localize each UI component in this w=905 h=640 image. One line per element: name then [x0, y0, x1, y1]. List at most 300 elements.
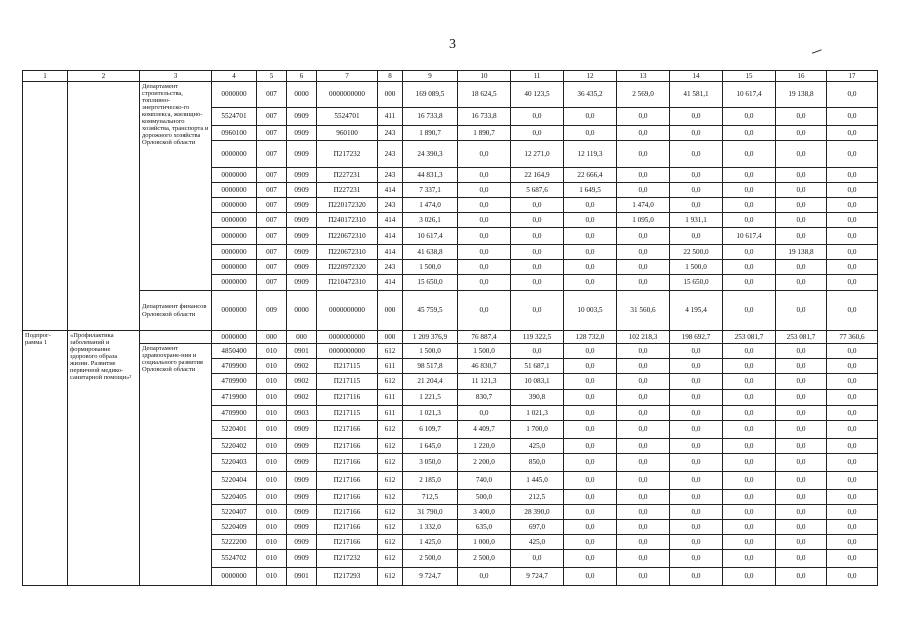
table-cell: 0,0 [670, 454, 723, 472]
table-cell: 41 581,1 [670, 82, 723, 108]
table-cell: 390,8 [511, 390, 564, 406]
table-cell: 31 790,0 [403, 505, 458, 520]
table-cell: 0,0 [723, 374, 776, 390]
table-cell: 425,0 [511, 439, 564, 454]
table-cell: 0903 [287, 406, 317, 421]
header-row [23, 71, 878, 82]
table-cell: 010 [257, 439, 287, 454]
table-cell: 0909 [287, 439, 317, 454]
table-cell: 010 [257, 359, 287, 374]
table-cell: 0,0 [776, 359, 827, 374]
table-cell: 0,0 [776, 439, 827, 454]
table-cell: 0909 [287, 141, 317, 168]
table-cell: 0,0 [776, 344, 827, 359]
table-cell: 0,0 [670, 374, 723, 390]
table-cell: 0,0 [670, 141, 723, 168]
table-cell: 1 890,7 [458, 126, 511, 141]
table-cell: 0,0 [617, 439, 670, 454]
table-cell: 0,0 [511, 126, 564, 141]
table-cell: 76 887,4 [458, 331, 511, 344]
table-cell: 98 517,8 [403, 359, 458, 374]
table-cell: 0,0 [670, 568, 723, 586]
table-cell: 0,0 [827, 359, 878, 374]
table-cell: 0909 [287, 213, 317, 228]
table-cell: 0909 [287, 505, 317, 520]
table-cell: П217166 [317, 505, 378, 520]
table-cell: 1 500,0 [403, 344, 458, 359]
table-cell: П217166 [317, 439, 378, 454]
table-cell: 1 649,5 [564, 183, 617, 198]
table-cell: 119 322,5 [511, 331, 564, 344]
table-cell: 4850400 [212, 344, 257, 359]
table-cell: 0,0 [723, 359, 776, 374]
table-cell: 0,0 [511, 198, 564, 213]
table-cell: 0,0 [617, 245, 670, 260]
table-cell: 0,0 [827, 406, 878, 421]
table-cell: 0,0 [776, 213, 827, 228]
table-cell: 740,0 [458, 472, 511, 490]
table-cell: 15 650,0 [670, 275, 723, 291]
table-cell: 0,0 [670, 108, 723, 126]
table-cell: 0,0 [458, 228, 511, 245]
table-cell: П217166 [317, 454, 378, 472]
table-cell: 612 [378, 550, 403, 568]
table-cell: 0,0 [458, 568, 511, 586]
budget-table [22, 70, 878, 586]
table-cell: П220172320 [317, 198, 378, 213]
table-cell: 0,0 [564, 472, 617, 490]
table-cell: 0,0 [617, 344, 670, 359]
table-cell: 1 445,0 [511, 472, 564, 490]
table-cell: 0901 [287, 568, 317, 586]
table-cell: 5220409 [212, 520, 257, 535]
table-cell: 000 [257, 331, 287, 344]
table-cell: 4709900 [212, 374, 257, 390]
table-cell: 960100 [317, 126, 378, 141]
header-cell: 12 [564, 71, 617, 82]
table-cell: 0,0 [776, 550, 827, 568]
table-cell: 28 390,0 [511, 505, 564, 520]
table-cell: 10 003,5 [564, 291, 617, 331]
table-cell: П240172310 [317, 213, 378, 228]
table-cell: 0909 [287, 198, 317, 213]
table-cell: 0000000 [212, 213, 257, 228]
table-cell: 0,0 [723, 126, 776, 141]
table-cell: 010 [257, 421, 287, 439]
header-cell: 1 [23, 71, 68, 82]
table-cell: 0,0 [723, 275, 776, 291]
table-cell: 253 081,7 [723, 331, 776, 344]
table-cell: 0000000 [212, 228, 257, 245]
table-cell: 0909 [287, 550, 317, 568]
table-cell: 0,0 [827, 439, 878, 454]
table-cell: 22 500,0 [670, 245, 723, 260]
table-cell: 0,0 [776, 374, 827, 390]
table-cell: 007 [257, 141, 287, 168]
table-cell: 0,0 [723, 213, 776, 228]
table-cell: 7 337,1 [403, 183, 458, 198]
table-cell: 0000 [287, 82, 317, 108]
table-cell: 0,0 [670, 228, 723, 245]
table-cell: П217166 [317, 535, 378, 550]
table-cell: 425,0 [511, 535, 564, 550]
table-cell: 0000000 [212, 275, 257, 291]
table-cell: 0,0 [617, 454, 670, 472]
table-cell: 0,0 [511, 291, 564, 331]
table-cell: 0000000 [212, 568, 257, 586]
table-cell: 169 089,5 [403, 82, 458, 108]
table-cell: 500,0 [458, 490, 511, 505]
table-cell: 611 [378, 359, 403, 374]
table-cell: 007 [257, 183, 287, 198]
table-cell: 0,0 [617, 520, 670, 535]
table-cell: 010 [257, 344, 287, 359]
table-cell: 41 638,8 [403, 245, 458, 260]
table-cell: 0,0 [564, 535, 617, 550]
table-cell: 1 209 376,9 [403, 331, 458, 344]
table-cell: 0,0 [723, 421, 776, 439]
table-cell: 0000000000 [317, 291, 378, 331]
table-cell: 0,0 [827, 390, 878, 406]
table-cell: 0,0 [776, 454, 827, 472]
table-cell: П217232 [317, 550, 378, 568]
table-cell: 18 624,5 [458, 82, 511, 108]
table-cell: 0,0 [723, 390, 776, 406]
table-cell: 0000000 [212, 260, 257, 275]
table-cell: П217115 [317, 359, 378, 374]
table-cell: 1 474,0 [617, 198, 670, 213]
table-cell: 0,0 [564, 505, 617, 520]
table-cell: П210472310 [317, 275, 378, 291]
table-cell: 5220402 [212, 439, 257, 454]
table-cell: 1 425,0 [403, 535, 458, 550]
table-cell: 411 [378, 108, 403, 126]
table-cell: 007 [257, 198, 287, 213]
table-cell: 0,0 [776, 108, 827, 126]
table-cell: 0,0 [458, 168, 511, 183]
dept-finance: Департамент финансов Орловской области [140, 291, 212, 331]
table-cell: 0909 [287, 535, 317, 550]
table-cell: 1 645,0 [403, 439, 458, 454]
table-cell: 0,0 [827, 291, 878, 331]
table-cell: 612 [378, 490, 403, 505]
table-cell: 0909 [287, 472, 317, 490]
table-cell: 3 026,1 [403, 213, 458, 228]
table-cell: 0,0 [617, 126, 670, 141]
table-cell: 0,0 [723, 406, 776, 421]
table-cell: 0,0 [670, 126, 723, 141]
table-cell: 010 [257, 505, 287, 520]
table-cell: 0,0 [564, 108, 617, 126]
table-cell: 243 [378, 198, 403, 213]
table-cell: 5220403 [212, 454, 257, 472]
table-cell: 9 724,7 [403, 568, 458, 586]
table-cell: 0,0 [564, 490, 617, 505]
table-cell: 0,0 [827, 82, 878, 108]
table-cell: 51 687,1 [511, 359, 564, 374]
table-cell: 22 666,4 [564, 168, 617, 183]
table-cell: 11 121,3 [458, 374, 511, 390]
cell-empty [140, 331, 212, 344]
table-cell: 635,0 [458, 520, 511, 535]
table-cell: 007 [257, 108, 287, 126]
table-cell: 5524702 [212, 550, 257, 568]
table-cell: 0,0 [617, 183, 670, 198]
table-cell: 0,0 [776, 228, 827, 245]
table-cell: 77 360,6 [827, 331, 878, 344]
table-cell: 0,0 [511, 213, 564, 228]
table-cell: 0,0 [723, 550, 776, 568]
header-cell: 4 [212, 71, 257, 82]
table-cell: 010 [257, 520, 287, 535]
table-cell: 0,0 [511, 550, 564, 568]
table-cell: 0909 [287, 228, 317, 245]
table-cell: 0,0 [723, 439, 776, 454]
table-cell: 5220401 [212, 421, 257, 439]
table-cell: 0,0 [564, 260, 617, 275]
table-cell: 0,0 [776, 390, 827, 406]
table-cell: 24 390,3 [403, 141, 458, 168]
table-cell: 36 435,2 [564, 82, 617, 108]
table-cell: 4709900 [212, 359, 257, 374]
table-cell: 198 692,7 [670, 331, 723, 344]
table-cell: 0,0 [458, 275, 511, 291]
table-cell: 414 [378, 183, 403, 198]
table-cell: 243 [378, 168, 403, 183]
table-cell: 4 195,4 [670, 291, 723, 331]
table-cell: П217232 [317, 141, 378, 168]
table-cell: 0909 [287, 454, 317, 472]
table-cell: 0,0 [564, 213, 617, 228]
table-cell: 10 617,4 [403, 228, 458, 245]
table-cell: 0909 [287, 421, 317, 439]
table-cell: 0,0 [827, 490, 878, 505]
table-cell: 0,0 [670, 439, 723, 454]
table-cell: П227231 [317, 183, 378, 198]
table-cell: 0,0 [827, 245, 878, 260]
table-cell: 1 000,0 [458, 535, 511, 550]
table-cell: 612 [378, 439, 403, 454]
table-cell: 0,0 [458, 406, 511, 421]
table-cell: 0,0 [564, 520, 617, 535]
table-cell: 0,0 [617, 490, 670, 505]
table-cell: 0902 [287, 359, 317, 374]
table-cell: 0,0 [827, 344, 878, 359]
table-cell: 0,0 [827, 535, 878, 550]
table-cell: 0,0 [670, 490, 723, 505]
header-cell: 14 [670, 71, 723, 82]
table-cell: 3 400,0 [458, 505, 511, 520]
table-cell: 1 931,1 [670, 213, 723, 228]
header-cell: 10 [458, 71, 511, 82]
table-cell: 0000000 [212, 183, 257, 198]
table-cell: 5524701 [317, 108, 378, 126]
table-cell: 0,0 [670, 472, 723, 490]
table-cell: 15 650,0 [403, 275, 458, 291]
table-cell: 0,0 [776, 168, 827, 183]
header-cell: 2 [68, 71, 140, 82]
table-cell: П217166 [317, 520, 378, 535]
table-cell: 010 [257, 454, 287, 472]
table-cell: 0000 [287, 291, 317, 331]
table-cell: 007 [257, 245, 287, 260]
table-cell: 0,0 [670, 198, 723, 213]
table-cell: 4719900 [212, 390, 257, 406]
table-cell: 0,0 [564, 126, 617, 141]
table-cell: 0,0 [776, 520, 827, 535]
header-cell: 9 [403, 71, 458, 82]
table-cell: 0,0 [776, 505, 827, 520]
table-cell: 830,7 [458, 390, 511, 406]
table-cell: 0,0 [564, 228, 617, 245]
subprogram-label: Подпрог-рамма 1 [23, 331, 68, 586]
header-cell: 5 [257, 71, 287, 82]
table-cell: 0,0 [776, 141, 827, 168]
table-cell: 0,0 [723, 505, 776, 520]
table-cell: П220672310 [317, 245, 378, 260]
table-cell: 007 [257, 213, 287, 228]
table-cell: 2 200,0 [458, 454, 511, 472]
table-cell: 0,0 [670, 183, 723, 198]
table-cell: 40 123,5 [511, 82, 564, 108]
table-cell: 128 732,0 [564, 331, 617, 344]
table-cell: 414 [378, 245, 403, 260]
table-cell: 102 218,3 [617, 331, 670, 344]
table-cell: 010 [257, 535, 287, 550]
table-cell: 0,0 [670, 421, 723, 439]
table-cell: 0,0 [827, 374, 878, 390]
table-cell: 0,0 [617, 406, 670, 421]
table-cell: 611 [378, 406, 403, 421]
table-cell: 0,0 [827, 213, 878, 228]
table-cell: 0,0 [827, 505, 878, 520]
cell-empty [23, 82, 68, 331]
table-cell: 0,0 [617, 374, 670, 390]
header-cell: 6 [287, 71, 317, 82]
table-row [23, 331, 878, 344]
table-cell: 0000000000 [317, 82, 378, 108]
table-cell: 0,0 [458, 183, 511, 198]
table-cell: 0,0 [670, 550, 723, 568]
table-cell: 0000000 [212, 245, 257, 260]
table-cell: 0,0 [723, 568, 776, 586]
table-cell: 850,0 [511, 454, 564, 472]
table-cell: 0,0 [827, 454, 878, 472]
table-cell: 0,0 [776, 275, 827, 291]
table-cell: 0,0 [723, 198, 776, 213]
table-cell: 0902 [287, 390, 317, 406]
table-cell: 0,0 [617, 228, 670, 245]
table-cell: 0,0 [776, 291, 827, 331]
table-cell: П217293 [317, 568, 378, 586]
table-cell: 5220407 [212, 505, 257, 520]
table-cell: 5220404 [212, 472, 257, 490]
table-cell: 4709900 [212, 406, 257, 421]
table-cell: 1 220,0 [458, 439, 511, 454]
table-cell: П217116 [317, 390, 378, 406]
table-cell: 0000000000 [317, 344, 378, 359]
header-cell: 15 [723, 71, 776, 82]
table-cell: 0,0 [617, 260, 670, 275]
header-cell: 7 [317, 71, 378, 82]
table-cell: 1 500,0 [670, 260, 723, 275]
table-cell: 000 [378, 291, 403, 331]
table-cell: 0,0 [511, 245, 564, 260]
table-cell: 0,0 [723, 183, 776, 198]
table-cell: 1 700,0 [511, 421, 564, 439]
table-cell: 0,0 [564, 568, 617, 586]
table-cell: 5 687,6 [511, 183, 564, 198]
table-cell: 0,0 [723, 472, 776, 490]
table-cell: 0,0 [511, 228, 564, 245]
table-cell: 0,0 [827, 260, 878, 275]
table-cell: 0,0 [617, 168, 670, 183]
table-cell: 0000000 [212, 141, 257, 168]
table-cell: 010 [257, 390, 287, 406]
table-row [23, 344, 878, 359]
table-cell: 0,0 [827, 108, 878, 126]
table-cell: 007 [257, 82, 287, 108]
table-cell: 0,0 [723, 291, 776, 331]
table-cell: 010 [257, 550, 287, 568]
table-cell: 0,0 [617, 108, 670, 126]
table-cell: 0,0 [827, 421, 878, 439]
table-cell: 0902 [287, 374, 317, 390]
table-cell: 0,0 [827, 168, 878, 183]
table-cell: 0,0 [564, 550, 617, 568]
table-cell: 0,0 [723, 260, 776, 275]
table-cell: 0,0 [564, 374, 617, 390]
table-cell: 0,0 [511, 108, 564, 126]
table-cell: 0,0 [511, 344, 564, 359]
table-cell: 0909 [287, 168, 317, 183]
cell-empty [68, 82, 140, 331]
header-cell: 16 [776, 71, 827, 82]
table-cell: 0,0 [723, 141, 776, 168]
table-cell: 0,0 [827, 472, 878, 490]
table-cell: 0,0 [776, 198, 827, 213]
table-cell: 16 733,8 [403, 108, 458, 126]
table-cell: 0,0 [564, 454, 617, 472]
table-cell: 0901 [287, 344, 317, 359]
table-cell: П220972320 [317, 260, 378, 275]
table-cell: 0,0 [776, 472, 827, 490]
table-cell: 0,0 [776, 568, 827, 586]
table-cell: 0,0 [776, 421, 827, 439]
table-cell: 4 409,7 [458, 421, 511, 439]
table-cell: 0,0 [458, 260, 511, 275]
table-cell: 5220405 [212, 490, 257, 505]
table-cell: 2 569,0 [617, 82, 670, 108]
table-cell: 0,0 [564, 198, 617, 213]
table-cell: 0,0 [617, 359, 670, 374]
table-cell: 0,0 [617, 421, 670, 439]
table-cell: 0000000 [212, 168, 257, 183]
table-cell: 5222200 [212, 535, 257, 550]
table-cell: 0,0 [617, 141, 670, 168]
table-cell: 0,0 [564, 439, 617, 454]
table-cell: 0,0 [564, 245, 617, 260]
table-cell: 10 617,4 [723, 228, 776, 245]
table-cell: П217166 [317, 472, 378, 490]
table-cell: 10 083,1 [511, 374, 564, 390]
table-cell: 010 [257, 472, 287, 490]
table-cell: 1 500,0 [458, 344, 511, 359]
table-cell: 0,0 [827, 198, 878, 213]
table-cell: 0909 [287, 260, 317, 275]
header-cell: 11 [511, 71, 564, 82]
table-cell: 0,0 [511, 260, 564, 275]
